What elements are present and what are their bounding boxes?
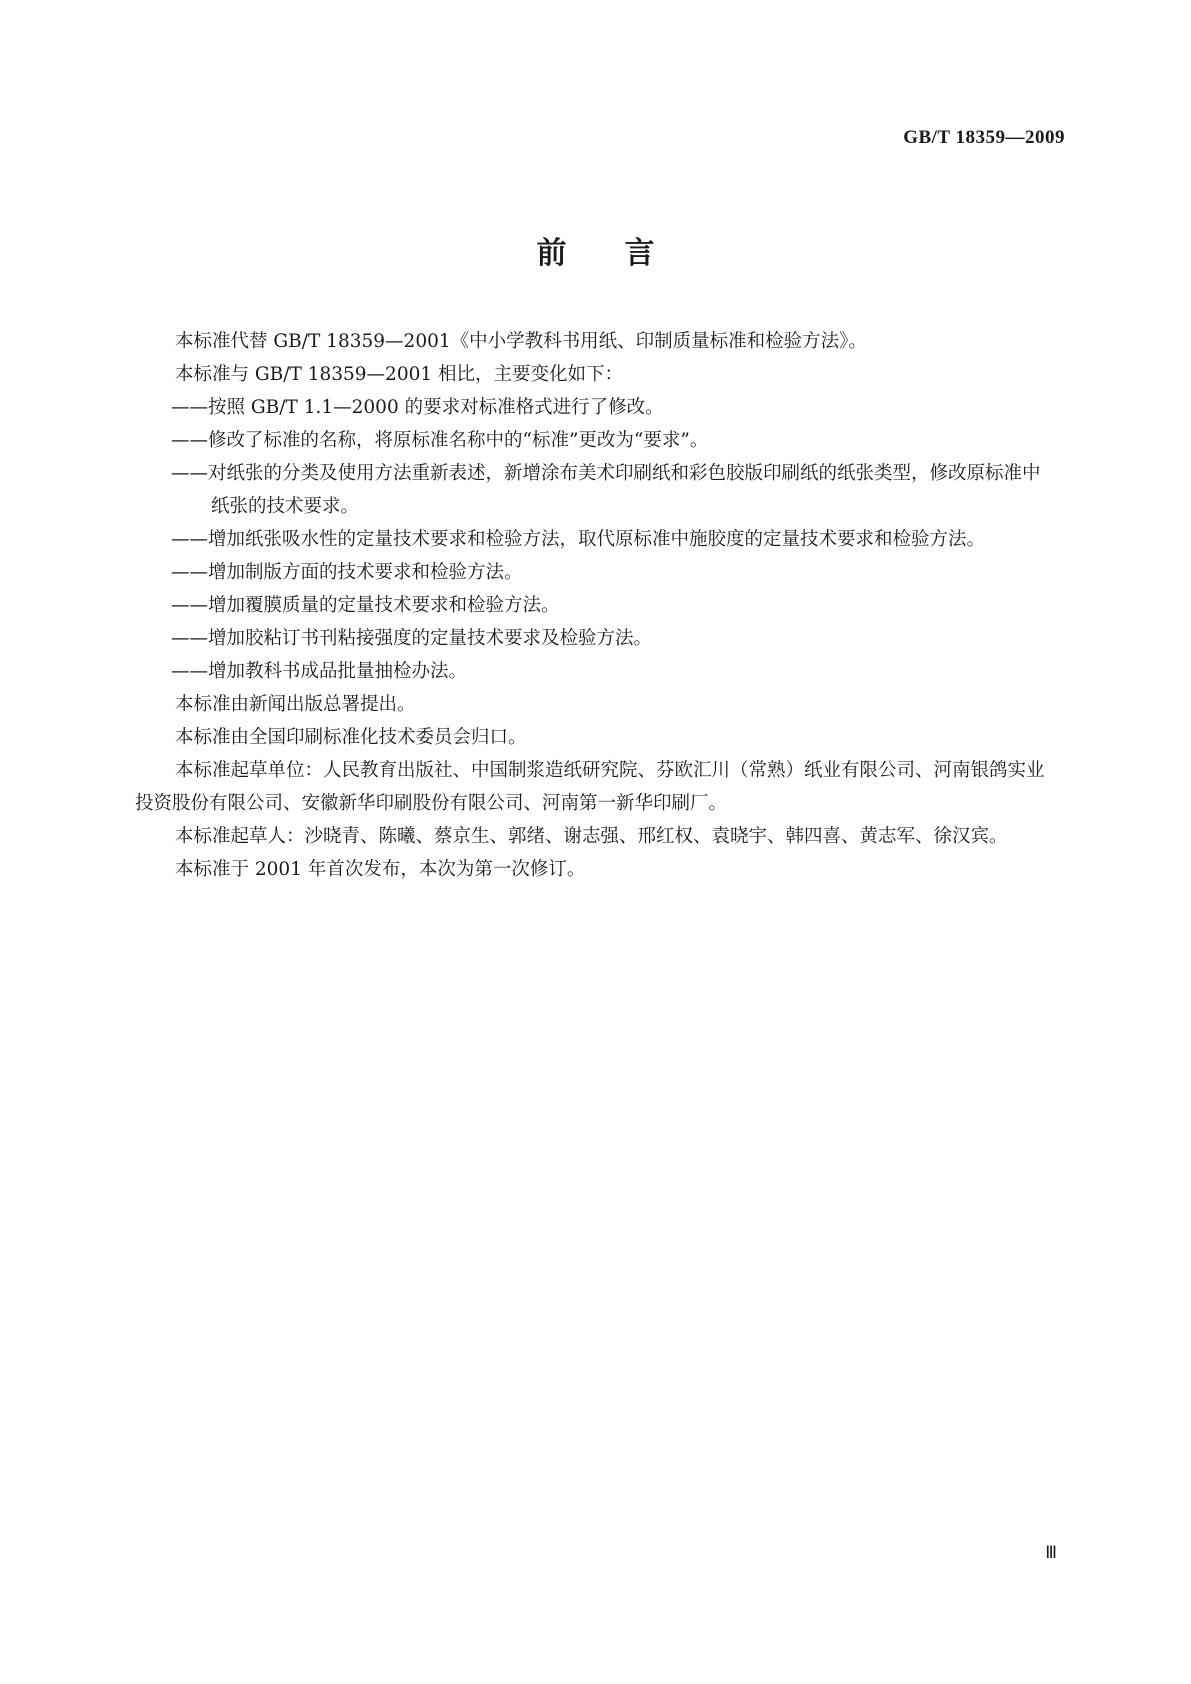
paragraph: 本标准起草单位：人民教育出版社、中国制浆造纸研究院、芬欧汇川（常熟）纸业有限公司、河南银鸽实业投资股份有限公司、安徽新华印刷股份有限公司、河南第一新华印刷厂。 [135, 760, 1045, 814]
list-item: ——增加纸张吸水性的定量技术要求和检验方法，取代原标准中施胶度的定量技术要求和检验方法。 [171, 529, 986, 550]
paragraph: 本标准与 GB/T 18359—2001 相比，主要变化如下： [175, 364, 624, 385]
paragraph: 本标准于 2001 年首次发布，本次为第一次修订。 [175, 859, 586, 880]
paragraph: 本标准由全国印刷标准化技术委员会归口。 [175, 727, 527, 748]
page-title: 前言 [536, 236, 713, 271]
list-item: ——修改了标准的名称，将原标准名称中的“标准”更改为“要求”。 [171, 430, 709, 451]
list-item: ——增加制版方面的技术要求和检验方法。 [171, 562, 523, 583]
paragraph: 本标准由新闻出版总署提出。 [175, 694, 416, 715]
preface-body [135, 325, 1055, 886]
list-item: ——增加教科书成品批量抽检办法。 [171, 661, 468, 682]
list-item: ——对纸张的分类及使用方法重新表述，新增涂布美术印刷纸和彩色胶版印刷纸的纸张类型，修改原标准中纸张的技术要求。 [171, 463, 1041, 517]
paragraph: 本标准起草人：沙晓青、陈曦、蔡京生、郭绪、谢志强、邢红权、袁晓宇、韩四喜、黄志军、徐汉宾。 [175, 826, 1008, 847]
list-item: ——增加胶粘订书刊粘接强度的定量技术要求及检验方法。 [171, 628, 653, 649]
list-item: ——按照 GB/T 1.1—2000 的要求对标准格式进行了修改。 [171, 397, 664, 418]
standard-code: GB/T 18359—2009 [903, 127, 1065, 148]
paragraph: 本标准代替 GB/T 18359—2001《中小学教科书用纸、印制质量标准和检验方法》。 [175, 331, 867, 352]
page-number: Ⅲ [1045, 1543, 1057, 1562]
list-item: ——增加覆膜质量的定量技术要求和检验方法。 [171, 595, 560, 616]
